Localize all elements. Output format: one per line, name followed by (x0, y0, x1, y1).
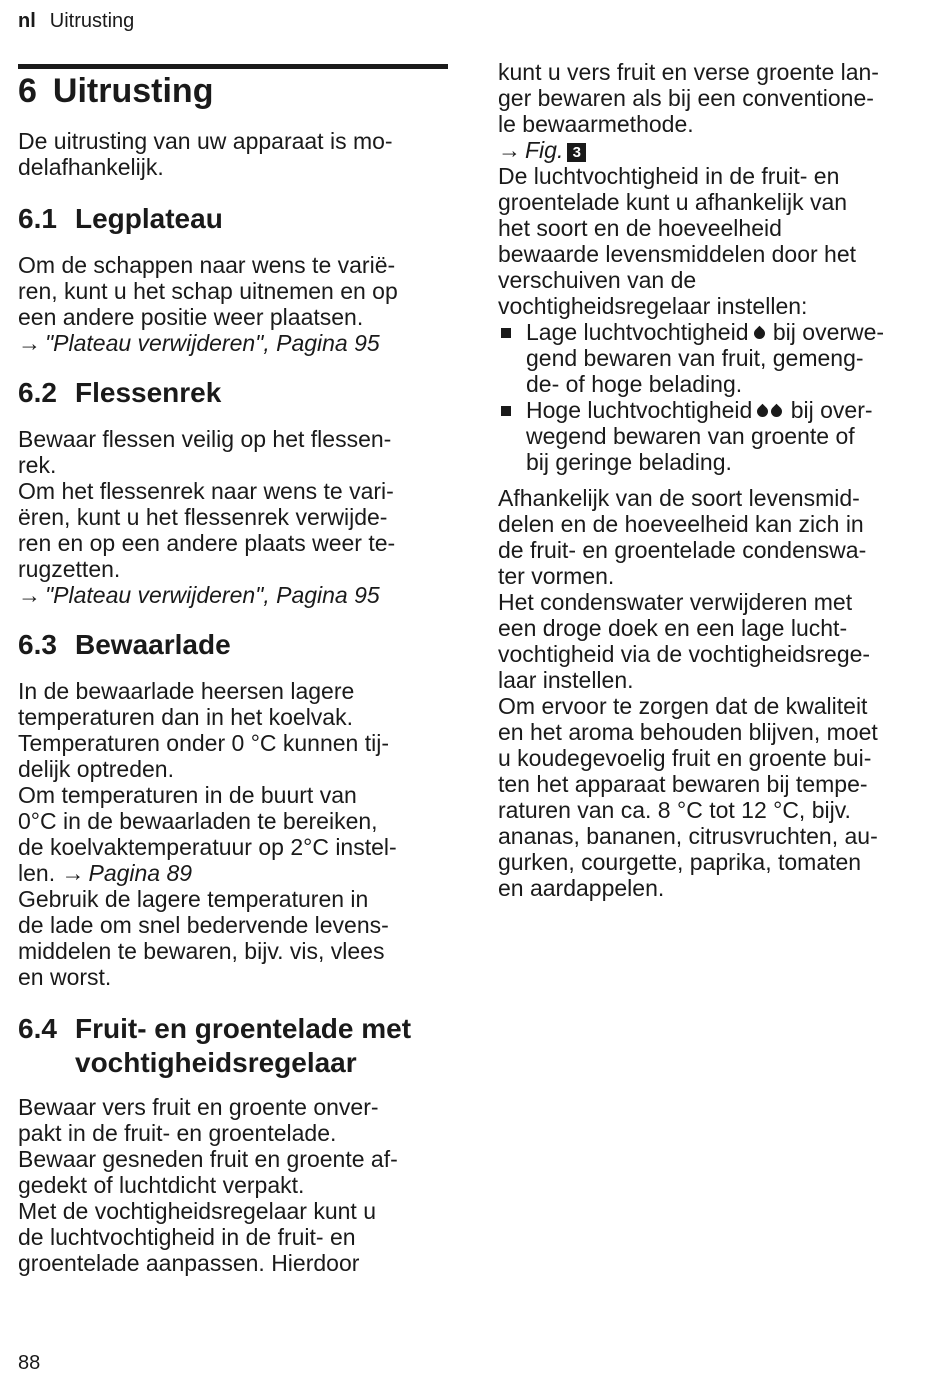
text-line: u koudegevoelig fruit en groente bui- (498, 745, 872, 771)
section-6-3 (18, 628, 450, 990)
water-drop-icon (755, 404, 771, 420)
text-line: de fruit- en groentelade condenswa- (498, 537, 867, 563)
text-line: De luchtvochtigheid in de fruit- en (498, 163, 840, 189)
text-fragment: bij overwe- (772, 319, 885, 345)
text-line: laar instellen. (498, 667, 634, 693)
text-line: ren, kunt u het schap uitnemen en op (18, 278, 398, 304)
text-fragment: wegend bewaren van groente of (526, 423, 855, 449)
cross-reference-text: Pagina 89 (88, 860, 193, 886)
chapter-intro (18, 128, 450, 180)
section-6-4-continued (498, 59, 938, 901)
text-line: gurken, courgette, paprika, tomaten (498, 849, 862, 875)
cross-reference-link[interactable] (18, 582, 450, 608)
text-line: Bewaar vers fruit en groente onver- (18, 1094, 379, 1120)
arrow-right-icon: → (61, 860, 85, 886)
text-line: vochtigheidsregelaar instellen: (498, 293, 808, 319)
text-fragment: Hoge luchtvochtigheid (526, 397, 753, 423)
figure-number-badge: 3 (567, 143, 586, 162)
arrow-right-icon: → (498, 137, 521, 163)
text-line: het soort en de hoeveelheid (498, 215, 782, 241)
text-line: Om ervoor te zorgen dat de kwaliteit (498, 693, 868, 719)
text-fragment: bij geringe belading. (526, 449, 732, 475)
text-line: ananas, bananen, citrusvruchten, au- (498, 823, 878, 849)
section-6-1 (18, 202, 450, 356)
text-line: de luchtvochtigheid in de fruit- en (18, 1224, 356, 1250)
text-fragment: de- of hoge belading. (526, 371, 743, 397)
section-title-line: Fruit- en groentelade met (75, 1013, 412, 1044)
text-line: Om de schappen naar wens te varië- (18, 252, 396, 278)
water-drop-icon (769, 404, 785, 420)
section-title: Legplateau (75, 203, 223, 234)
section-heading (18, 628, 450, 662)
water-drop-icon (751, 326, 767, 342)
text-line: pakt in de fruit- en groentelade. (18, 1120, 337, 1146)
text-line: rek. (18, 452, 57, 478)
text-line: 0°C in de bewaarladen te bereiken, (18, 808, 378, 834)
text-line: bewaarde levensmiddelen door het (498, 241, 857, 267)
text-line: een andere positie weer plaatsen. (18, 304, 364, 330)
section-number: 6.4 (18, 1013, 57, 1044)
text-line: en aardappelen. (498, 875, 665, 901)
arrow-right-icon: → (18, 330, 41, 356)
chapter-number: 6 (18, 72, 37, 110)
text-line: de koelvaktemperatuur op 2°C instel- (18, 834, 397, 860)
text-line: vochtigheid via de vochtigheidsrege- (498, 641, 871, 667)
list-item (498, 319, 938, 397)
language-code: nl (18, 10, 36, 32)
text-line: een droge doek en een lage lucht- (498, 615, 848, 641)
text-line: Bewaar flessen veilig op het flessen- (18, 426, 392, 452)
text-line: rugzetten. (18, 556, 121, 582)
text-line: en worst. (18, 964, 112, 990)
section-6-4 (18, 1012, 450, 1276)
text-line: le bewaarmethode. (498, 111, 694, 137)
text-line: Met de vochtigheidsregelaar kunt u (18, 1198, 376, 1224)
text-line: Het condenswater verwijderen met (498, 589, 853, 615)
text-line: Gebruik de lagere temperaturen in (18, 886, 369, 912)
section-title (75, 1012, 411, 1080)
text-line: groentelade aanpassen. Hierdoor (18, 1250, 360, 1276)
text-line: delen en de hoeveelheid kan zich in (498, 511, 864, 537)
text-line: ger bewaren als bij een conventione- (498, 85, 874, 111)
text-line: delafhankelijk. (18, 154, 164, 180)
list-item (498, 397, 938, 475)
text-line: temperaturen dan in het koelvak. (18, 704, 353, 730)
text-line (18, 860, 450, 886)
section-title: Flessenrek (75, 377, 222, 408)
arrow-right-icon: → (18, 582, 41, 608)
page-number: 88 (18, 1352, 41, 1374)
text-line: Om temperaturen in de buurt van (18, 782, 357, 808)
text-line: middelen te bewaren, bijv. vis, vlees (18, 938, 385, 964)
figure-reference-text: Fig. (525, 137, 564, 163)
section-number: 6.2 (18, 377, 57, 408)
running-header (18, 10, 134, 33)
chapter-title-text: Uitrusting (52, 72, 214, 110)
section-title-line: vochtigheidsregelaar (75, 1047, 357, 1078)
chapter-title (18, 72, 213, 111)
text-line: Om het flessenrek naar wens te vari- (18, 478, 394, 504)
section-6-2 (18, 376, 450, 608)
text-line: ëren, kunt u het flessenrek verwijde- (18, 504, 388, 530)
text-line: ten het apparaat bewaren bij tempe- (498, 771, 868, 797)
chapter-rule (18, 64, 448, 69)
text-line: delijk optreden. (18, 756, 174, 782)
humidity-list (498, 319, 938, 475)
text-line: gedekt of luchtdicht verpakt. (18, 1172, 305, 1198)
text-line: ren en op een andere plaats weer te- (18, 530, 396, 556)
text-line: kunt u vers fruit en verse groente lan- (498, 59, 879, 85)
text-line: De uitrusting van uw apparaat is mo- (18, 128, 393, 154)
text-fragment: bij over- (790, 397, 873, 423)
cross-reference-link[interactable] (18, 330, 450, 356)
text-line: Afhankelijk van de soort levensmid- (498, 485, 860, 511)
section-title: Bewaarlade (75, 629, 231, 660)
cross-reference-text: "Plateau verwijderen", Pagina 95 (45, 330, 380, 356)
section-number: 6.3 (18, 629, 57, 660)
section-heading (18, 1012, 450, 1080)
text-fragment: len. (18, 860, 56, 886)
text-line: groentelade kunt u afhankelijk van (498, 189, 848, 215)
text-fragment: Lage luchtvochtigheid (526, 319, 749, 345)
section-heading (18, 202, 450, 236)
text-fragment: gend bewaren van fruit, gemeng- (526, 345, 864, 371)
cross-reference-link[interactable] (61, 860, 192, 886)
text-line: en het aroma behouden blijven, moet (498, 719, 878, 745)
text-line: ter vormen. (498, 563, 615, 589)
text-line: verschuiven van de (498, 267, 697, 293)
section-heading (18, 376, 450, 410)
section-number: 6.1 (18, 203, 57, 234)
text-line: Temperaturen onder 0 °C kunnen tij- (18, 730, 390, 756)
text-line: de lade om snel bedervende levens- (18, 912, 389, 938)
text-line: In de bewaarlade heersen lagere (18, 678, 355, 704)
text-line: Bewaar gesneden fruit en groente af- (18, 1146, 398, 1172)
running-header-title: Uitrusting (49, 10, 135, 32)
text-line: raturen van ca. 8 °C tot 12 °C, bijv. (498, 797, 851, 823)
cross-reference-text: "Plateau verwijderen", Pagina 95 (45, 582, 380, 608)
figure-reference-link[interactable] (498, 137, 938, 163)
